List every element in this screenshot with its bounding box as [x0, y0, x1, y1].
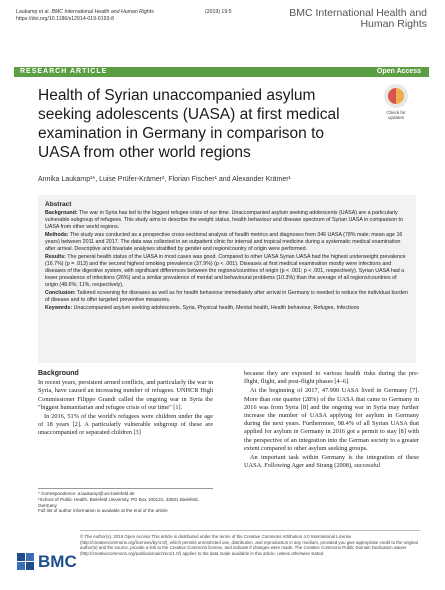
check-updates-icon	[384, 84, 408, 108]
methods-label: Methods:	[45, 232, 69, 238]
bmc-logo-icon	[16, 552, 38, 572]
paper-title: Health of Syrian unaccompanied asylum seeking adolescents (UASA) at first medical examination in Germany in comparison to UASA from other world regions	[38, 87, 340, 161]
conclusion-text: Tailored screening for diseases as well as for health behaviour immediately after arrival in Germany is needed to reduce the individual burden of disease and to offer targeted preventive measures.	[45, 290, 408, 303]
bmc-logo	[16, 550, 77, 574]
article-type-label: RESEARCH ARTICLE	[20, 68, 108, 75]
correspondence-email[interactable]: * Correspondence: a.laukamp@uni-bielefeld.de	[38, 491, 135, 496]
results-label: Results:	[45, 254, 66, 260]
body-paragraph: because they are exposed to various health risks during the pre-flight, flight, and post-flight phases [4–6].	[244, 370, 419, 386]
affiliation: ¹School of Public Health, Bielefeld University, PO Box 100131, 33501 Bielefeld, Germany	[38, 496, 199, 508]
citation-line-1	[16, 9, 154, 16]
results-text: The general health status of the UASA in most cases was good. Compared to other UASA Syrian UASA had the highest underweight prevalence (16.7%) (p = .013) and the second highest smoking prevalence (37.9%) (p < .001). Diseases at first medical examination mostly were infections and diseases of the digestive system, with significant differences between the regions/countries of origin (p < .001; p < .001, respectively). Syrian UASA had a lower prevalence of infections (26%) and a similar prevalence of mental and behavioural problems (10.3%) than the average of all regions/countries of origin (48.6%; 11%, respectively).	[45, 254, 406, 288]
author-info-note: Full list of author information is available at the end of the article	[38, 508, 168, 514]
keywords-label: Keywords:	[45, 305, 73, 311]
body-paragraph: In 2016, 51% of the world's refugees were children under the age of 18 years [2]. A particularly vulnerable subgroup of these are unaccompanied or separated children [3]	[38, 413, 213, 437]
keywords-text: Unaccompanied asylum seeking adolescents, Syria, Physical health, Mental health, Health behaviour, Refugee, Infections	[73, 305, 360, 311]
footnotes	[38, 488, 213, 514]
license-text: © The Author(s). 2019 Open Access This article is distributed under the terms of the Creative Commons Attribution 4.0 International License (http://creativecommons.org/licenses/by/4.0/), which permits unrestricted use, distribution, and reproduction in any medium, provided you give appropriate credit to the original author(s) and the source, provide a link to the Creative Commons license, and indicate if changes were made. The Creative Commons Public Domain Dedication waiver (http://creativecommons.org/publicdomain/zero/1.0/) applies to the data made available in this article, unless otherwise stated.	[80, 530, 420, 557]
conclusion-label: Conclusion:	[45, 290, 76, 296]
methods-text: The study was conducted as a prospective cross-sectional analysis of health metrics and diagnoses from 346 UASA (78% male; mean age 16 years) between 2011 and 2017. The data was collected in an outpatient clinic for internal and tropical medicine during a systematic medical examination after arrival. Descriptive and bivariate analyses stratified by gender and region/country of origin were performed.	[45, 232, 403, 252]
journal-title: BMC International Health and Human Rights	[289, 7, 427, 30]
doi-link[interactable]: https://doi.org/10.1186/s12914-019-0193-8	[16, 16, 114, 22]
abstract-heading: Abstract	[45, 201, 72, 208]
body-paragraph: In recent years, persistent armed conflicts, and particularly the war in Syria, have caused an increasing number of refugees. UNHCR High Commissioner Filippo Grandi called the ongoing war in Syria the "biggest humanitarian and refugee crisis of our time" [1].	[38, 379, 213, 411]
body-column-right	[244, 370, 419, 471]
abstract-conclusion	[45, 290, 409, 304]
abstract-results	[45, 254, 409, 289]
header-citation	[16, 9, 154, 23]
author-list: Annika Laukamp¹*, Luise Prüfer-Krämer², Florian Fischer¹ and Alexander Krämer¹	[38, 176, 291, 183]
body-paragraph: At the beginning of 2017, 47.990 UASA lived in Germany [7]. More than one quarter (28%) of the UASA that came to Germany in 2016 was from Syria [8] and the ongoing war in Syria may further increase the number of UASA applying for asylum in Germany during the next years. Furthermore, 98.4% of all Syrian UASA that applied for asylum in Germany in 2016 got a permit to stay [8] with the perspective of an integration into the German society to a greater extent compared to other asylum seeking groups.	[244, 387, 419, 452]
year-pages: (2019) 19:5	[205, 9, 232, 15]
background-text: The war in Syria has led to the biggest refugee crisis of our time. Unaccompanied asylum seeking adolescents (UASA) are a particularly vulnerable subgroup of refugees. This study aims to describe the weight status, health behaviour and disease spectrum of Syrian UASA in comparison to UASA from other world regions.	[45, 210, 403, 230]
section-heading-background: Background	[38, 370, 79, 377]
citation-authors: Laukamp et al.	[16, 9, 51, 15]
abstract-keywords	[45, 305, 409, 312]
body-column-left	[38, 370, 213, 439]
abstract-background	[45, 210, 409, 231]
article-type-band	[14, 67, 429, 77]
check-updates-line2: updates	[387, 115, 404, 120]
check-updates-label	[378, 110, 414, 120]
check-updates-line1: Check for	[386, 110, 406, 115]
background-label: Background:	[45, 210, 78, 216]
bmc-wordmark: BMC	[38, 552, 77, 571]
abstract-methods	[45, 232, 409, 253]
body-paragraph: An important task within Germany is the integration of these UASA. Following Ager and Strang (2008), successful	[244, 454, 419, 470]
open-access-label: Open Access	[376, 68, 421, 75]
citation-journal: BMC International Health and Human Rights	[51, 9, 154, 15]
check-for-updates-button[interactable]	[378, 84, 414, 120]
abstract-box	[38, 195, 416, 363]
